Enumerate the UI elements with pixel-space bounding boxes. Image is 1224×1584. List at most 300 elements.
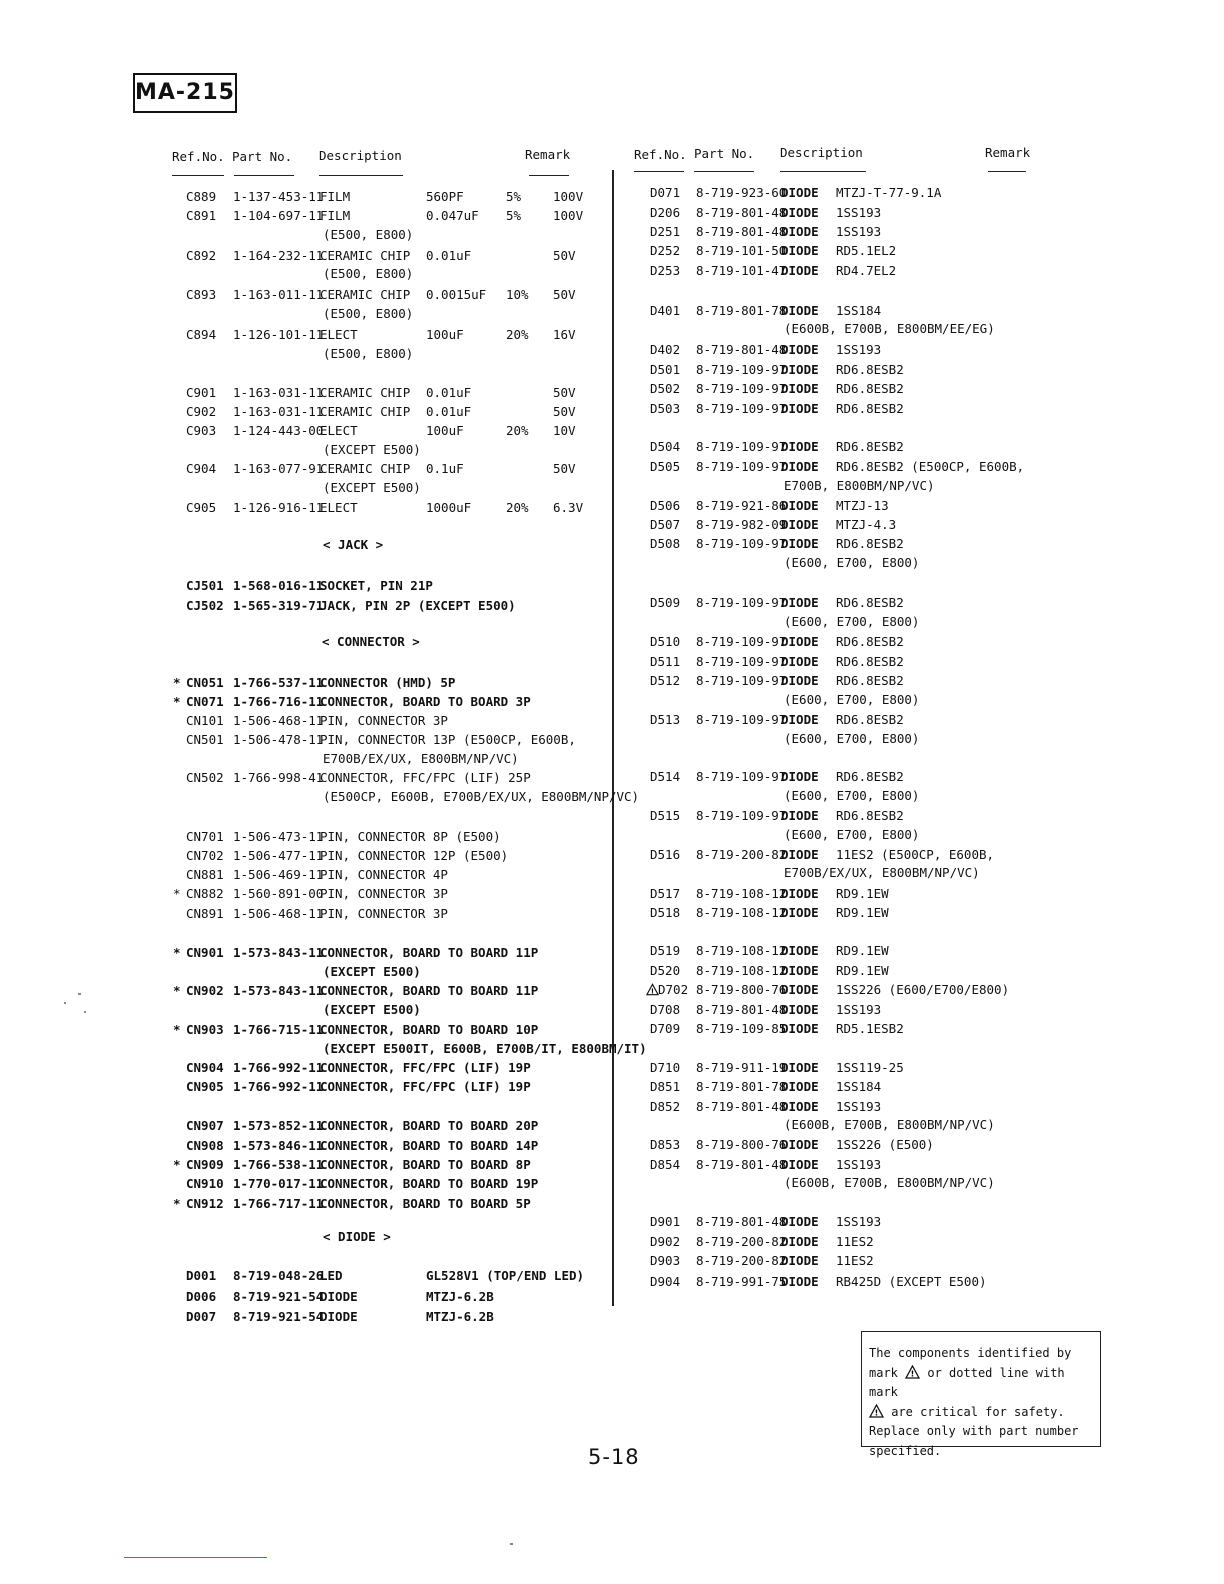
ref-no: D502: [650, 381, 681, 396]
right-header-rule-part: [694, 171, 754, 172]
value: RD9.1EW: [836, 963, 889, 978]
description: LED: [320, 1268, 343, 1283]
part-row: [0, 690, 1224, 709]
ref-no: C892: [186, 248, 217, 263]
part-row: [0, 301, 1224, 320]
ref-no: D071: [650, 185, 681, 200]
ref-no: C901: [186, 385, 217, 400]
part-no: 1-766-717-11: [233, 1196, 324, 1211]
description: JACK, PIN 2P (EXCEPT E500): [320, 598, 516, 613]
value: 0.01uF: [426, 404, 472, 419]
part-no: 1-126-916-11: [233, 500, 324, 515]
part-no: 1-573-843-11: [233, 945, 324, 960]
ref-no: CN051: [186, 675, 224, 690]
section-heading: < DIODE >: [323, 1229, 391, 1244]
value: 11ES2: [836, 1234, 874, 1249]
remark: E700B, E800BM/NP/VC): [784, 478, 935, 493]
part-row: [0, 1232, 1224, 1251]
part-row: [0, 671, 1224, 690]
value: RD9.1EW: [836, 886, 889, 901]
part-row: [0, 476, 1224, 495]
description: DIODE: [781, 808, 819, 823]
ref-no: CN101: [186, 713, 224, 728]
description: DIODE: [781, 303, 819, 318]
value: MTZJ-13: [836, 498, 889, 513]
part-no: 8-719-801-78: [696, 1079, 787, 1094]
ref-no: D851: [650, 1079, 681, 1094]
ref-no: CN701: [186, 829, 224, 844]
part-row: [0, 183, 1224, 202]
description: CONNECTOR, BOARD TO BOARD 3P: [320, 694, 531, 709]
part-row: [0, 437, 1224, 456]
description: DIODE: [781, 847, 819, 862]
value: 100uF: [426, 423, 464, 438]
ref-no: D508: [650, 536, 681, 551]
description: DIODE: [781, 362, 819, 377]
part-no: 8-719-109-97: [696, 712, 787, 727]
part-row: [0, 786, 1224, 805]
part-row: [0, 379, 1224, 398]
description: PIN, CONNECTOR 3P: [320, 713, 448, 728]
part-no: 1-163-011-11: [233, 287, 324, 302]
description: (E500, E800): [323, 346, 414, 361]
ref-no: CN071: [186, 694, 224, 709]
part-no: 1-163-031-11: [233, 404, 324, 419]
value: 1SS193: [836, 342, 882, 357]
safety-note-line: [869, 1364, 1094, 1403]
description: DIODE: [781, 1002, 819, 1017]
part-no: 8-719-109-97: [696, 595, 787, 610]
ref-no: D904: [650, 1274, 681, 1289]
description: FILM: [320, 208, 351, 223]
description: DIODE: [781, 205, 819, 220]
ref-no: D852: [650, 1099, 681, 1114]
description: PIN, CONNECTOR 8P (E500): [320, 829, 501, 844]
voltage: 50V: [553, 287, 576, 302]
ref-no: D516: [650, 847, 681, 862]
description: DIODE: [781, 185, 819, 200]
description: PIN, CONNECTOR 3P: [320, 886, 448, 901]
left-header-part: Part No.: [232, 149, 293, 164]
remark: (E600B, E700B, E800BM/NP/VC): [784, 1117, 995, 1132]
part-row: [0, 593, 1224, 612]
description: ELECT: [320, 327, 358, 342]
part-row: [0, 1077, 1224, 1096]
part-no: 8-719-109-85: [696, 1021, 787, 1036]
part-row: [0, 845, 1224, 864]
value: RD6.8ESB2: [836, 634, 904, 649]
ref-no: CN882: [186, 886, 224, 901]
part-no: 8-719-801-48: [696, 1002, 787, 1017]
right-header-rule-remark: [988, 171, 1026, 172]
part-no: 8-719-108-12: [696, 905, 787, 920]
part-no: 8-719-801-78: [696, 303, 787, 318]
ref-no: CJ502: [186, 598, 224, 613]
value: RD6.8ESB2 (E500CP, E600B,: [836, 459, 1025, 474]
part-no: 1-573-843-11: [233, 983, 324, 998]
part-no: 1-766-716-11: [233, 694, 324, 709]
ref-no: D513: [650, 712, 681, 727]
part-row: [0, 1173, 1224, 1192]
description: DIODE: [781, 459, 819, 474]
description: DIODE: [320, 1309, 358, 1324]
description: CONNECTOR, BOARD TO BOARD 19P: [320, 1176, 539, 1191]
ref-no: CN908: [186, 1138, 224, 1153]
ref-no: C904: [186, 461, 217, 476]
ref-no: D514: [650, 769, 681, 784]
value: RD5.1EL2: [836, 243, 897, 258]
value: RD6.8ESB2: [836, 712, 904, 727]
ref-no: CN891: [186, 906, 224, 921]
part-no: 8-719-800-76: [696, 1137, 787, 1152]
value: 1SS184: [836, 1079, 882, 1094]
ref-no: CN702: [186, 848, 224, 863]
value: RD4.7EL2: [836, 263, 897, 278]
value: 0.047uF: [426, 208, 479, 223]
value: RD6.8ESB2: [836, 673, 904, 688]
description: (E500, E800): [323, 306, 414, 321]
description: CERAMIC CHIP: [320, 404, 411, 419]
description: DIODE: [781, 943, 819, 958]
part-no: 8-719-109-97: [696, 401, 787, 416]
description: DIODE: [781, 634, 819, 649]
part-no: 8-719-982-09: [696, 517, 787, 532]
part-row: [0, 1039, 647, 1058]
tolerance: 5%: [506, 189, 522, 204]
ref-no: D512: [650, 673, 681, 688]
value: 560PF: [426, 189, 464, 204]
ref-no: D518: [650, 905, 681, 920]
part-no: 8-719-109-97: [696, 808, 787, 823]
description: DIODE: [781, 401, 819, 416]
description: DIODE: [781, 595, 819, 610]
description: DIODE: [320, 1289, 358, 1304]
remark: (E600, E700, E800): [784, 692, 920, 707]
part-no: 1-506-469-11: [233, 867, 324, 882]
ref-no: CN501: [186, 732, 224, 747]
part-no: 1-506-478-11: [233, 732, 324, 747]
svg-text:!: !: [910, 1369, 915, 1378]
part-row: [0, 1000, 1224, 1019]
value: 1SS193: [836, 1099, 882, 1114]
value: GL528V1 (TOP/END LED): [426, 1268, 585, 1283]
part-no: 1-163-077-91: [233, 461, 324, 476]
ref-no: D007: [186, 1309, 217, 1324]
value: 1SS184: [836, 303, 882, 318]
right-header-rule-ref: [634, 171, 684, 172]
value: MTZJ-T-77-9.1A: [836, 185, 942, 200]
ref-no: D001: [186, 1268, 217, 1283]
ref-no: D709: [650, 1021, 681, 1036]
part-no: 8-719-109-97: [696, 634, 787, 649]
part-row: [0, 1251, 1224, 1270]
part-row: [0, 1115, 1224, 1134]
value: 0.01uF: [426, 248, 472, 263]
part-row: [0, 515, 1224, 534]
description: DIODE: [781, 1253, 819, 1268]
ref-no: D517: [650, 886, 681, 901]
ref-no: D251: [650, 224, 681, 239]
description: DIODE: [781, 1060, 819, 1075]
safety-note-box: [861, 1331, 1101, 1458]
value: 1SS119-25: [836, 1060, 904, 1075]
value: 1SS193: [836, 224, 882, 239]
part-row: [0, 903, 1224, 922]
right-header-remark: Remark: [985, 145, 1031, 160]
description: DIODE: [781, 1214, 819, 1229]
description: DIODE: [781, 224, 819, 239]
part-no: 8-719-801-48: [696, 1099, 787, 1114]
ref-no: D854: [650, 1157, 681, 1172]
value: RB425D (EXCEPT E500): [836, 1274, 987, 1289]
value: 0.1uF: [426, 461, 464, 476]
part-no: 1-770-017-11: [233, 1176, 324, 1191]
part-no: 8-719-200-82: [696, 847, 787, 862]
part-no: 1-766-992-11: [233, 1079, 324, 1094]
description: CONNECTOR, BOARD TO BOARD 10P: [320, 1022, 539, 1037]
description: SOCKET, PIN 21P: [320, 578, 433, 593]
left-header-rule-description: [319, 175, 403, 176]
description: CONNECTOR, FFC/FPC (LIF) 25P: [320, 770, 531, 785]
description: DIODE: [781, 1234, 819, 1249]
ref-no: D853: [650, 1137, 681, 1152]
page-number: 5-18: [588, 1445, 640, 1469]
ref-no: CN907: [186, 1118, 224, 1133]
part-row: [0, 1212, 1224, 1231]
part-no: 1-565-319-71: [233, 598, 324, 613]
part-no: 1-573-852-11: [233, 1118, 324, 1133]
part-row: [0, 1272, 1224, 1291]
description: DIODE: [781, 498, 819, 513]
ref-no: D252: [650, 243, 681, 258]
ref-no: D253: [650, 263, 681, 278]
section-heading: < JACK >: [323, 537, 384, 552]
ref-no: D903: [650, 1253, 681, 1268]
part-no: 1-124-443-00: [233, 423, 324, 438]
description: (E500CP, E600B, E700B/EX/UX, E800BM/NP/VC): [323, 789, 640, 804]
part-row: [0, 806, 1224, 825]
value: 0.01uF: [426, 385, 472, 400]
part-no: 8-719-801-48: [696, 1157, 787, 1172]
part-no: 8-719-048-26: [233, 1268, 324, 1283]
part-no: 1-506-477-11: [233, 848, 324, 863]
safety-note-text: mark: [869, 1365, 898, 1380]
part-row: [0, 360, 1224, 379]
new-part-mark: *: [173, 886, 181, 901]
ref-no: D206: [650, 205, 681, 220]
part-no: 8-719-101-50: [696, 243, 787, 258]
description: (E500, E800): [323, 227, 414, 242]
description: CONNECTOR (HMD) 5P: [320, 675, 456, 690]
part-no: 8-719-109-97: [696, 654, 787, 669]
ref-no: C891: [186, 208, 217, 223]
part-no: 8-719-109-97: [696, 769, 787, 784]
ref-no: D503: [650, 401, 681, 416]
remark: (E600, E700, E800): [784, 555, 920, 570]
part-no: 1-506-468-11: [233, 906, 324, 921]
description: DIODE: [781, 712, 819, 727]
description: CONNECTOR, FFC/FPC (LIF) 19P: [320, 1079, 531, 1094]
part-no: 8-719-921-86: [696, 498, 787, 513]
part-row: [0, 457, 1224, 476]
description: (EXCEPT E500): [323, 1002, 421, 1017]
description: DIODE: [781, 263, 819, 278]
voltage: 50V: [553, 248, 576, 263]
part-row: [0, 863, 1224, 882]
value: RD6.8ESB2: [836, 595, 904, 610]
ref-no: C903: [186, 423, 217, 438]
description: DIODE: [781, 673, 819, 688]
remark: E700B/EX/UX, E800BM/NP/VC): [784, 865, 980, 880]
new-part-mark: *: [173, 945, 181, 960]
ref-no: D507: [650, 517, 681, 532]
ref-no: D402: [650, 342, 681, 357]
part-row: [0, 1194, 612, 1213]
ref-no: D901: [650, 1214, 681, 1229]
voltage: 100V: [553, 189, 584, 204]
part-row: [0, 1155, 1224, 1174]
part-row: [0, 729, 1224, 748]
description: CERAMIC CHIP: [320, 385, 411, 400]
part-no: 8-719-801-48: [696, 205, 787, 220]
part-row: [0, 203, 1224, 222]
description: DIODE: [781, 886, 819, 901]
value: RD9.1EW: [836, 905, 889, 920]
left-header-description: Description: [319, 148, 402, 163]
value: 1SS193: [836, 1002, 882, 1017]
ref-no: D504: [650, 439, 681, 454]
left-header-rule-remark: [529, 175, 569, 176]
part-row: [0, 652, 1224, 671]
ref-no: D519: [650, 943, 681, 958]
remark: (E600B, E700B, E800BM/NP/VC): [784, 1175, 995, 1190]
description: DIODE: [781, 963, 819, 978]
right-header-ref: Ref.No.: [634, 147, 687, 162]
remark: (E600B, E700B, E800BM/EE/EG): [784, 321, 995, 336]
part-no: 8-719-200-82: [696, 1253, 787, 1268]
part-no: 8-719-109-97: [696, 439, 787, 454]
ref-no: D006: [186, 1289, 217, 1304]
description: DIODE: [781, 654, 819, 669]
value: 1SS226 (E600/E700/E800): [836, 982, 1010, 997]
description: DIODE: [781, 1021, 819, 1036]
value: RD6.8ESB2: [836, 362, 904, 377]
scan-speck: [78, 993, 81, 995]
ref-no: D511: [650, 654, 681, 669]
part-no: 8-719-109-97: [696, 381, 787, 396]
part-no: 1-573-846-11: [233, 1138, 324, 1153]
value: 0.0015uF: [426, 287, 487, 302]
new-part-mark: *: [173, 1157, 181, 1172]
part-row: [0, 1135, 1224, 1154]
ref-no: CN904: [186, 1060, 224, 1075]
value: RD6.8ESB2: [836, 439, 904, 454]
part-row: [0, 1307, 612, 1326]
part-no: 1-766-537-11: [233, 675, 324, 690]
part-row: [0, 340, 1224, 359]
value: 1000uF: [426, 500, 472, 515]
part-no: 1-163-031-11: [233, 385, 324, 400]
ref-no: D505: [650, 459, 681, 474]
value: RD5.1ESB2: [836, 1021, 904, 1036]
new-part-mark: *: [173, 694, 181, 709]
remark: (E600, E700, E800): [784, 614, 920, 629]
part-no: 8-719-801-48: [696, 1214, 787, 1229]
description: DIODE: [781, 982, 819, 997]
section-heading: < CONNECTOR >: [322, 634, 420, 649]
part-no: 8-719-801-48: [696, 224, 787, 239]
part-row: [0, 632, 1224, 651]
description: CONNECTOR, BOARD TO BOARD 11P: [320, 945, 539, 960]
part-no: 1-766-992-11: [233, 1060, 324, 1075]
part-no: 1-137-453-11: [233, 189, 324, 204]
part-no: 8-719-200-82: [696, 1234, 787, 1249]
description: DIODE: [781, 1157, 819, 1172]
description: (EXCEPT E500): [323, 480, 421, 495]
description: CONNECTOR, BOARD TO BOARD 8P: [320, 1157, 531, 1172]
description: (EXCEPT E500): [323, 964, 421, 979]
value: 1SS193: [836, 1157, 882, 1172]
ref-no: D501: [650, 362, 681, 377]
ref-no: D708: [650, 1002, 681, 1017]
value: 1SS193: [836, 205, 882, 220]
left-header-rule-part: [234, 175, 294, 176]
voltage: 6.3V: [553, 500, 584, 515]
voltage: 16V: [553, 327, 576, 342]
description: DIODE: [781, 1274, 819, 1289]
ref-no: C902: [186, 404, 217, 419]
description: CERAMIC CHIP: [320, 461, 411, 476]
part-no: 8-719-101-47: [696, 263, 787, 278]
new-part-mark: *: [173, 675, 181, 690]
remark: (E600, E700, E800): [784, 788, 920, 803]
ref-no: D401: [650, 303, 681, 318]
value: MTZJ-6.2B: [426, 1289, 494, 1304]
value: RD6.8ESB2: [836, 808, 904, 823]
part-no: 8-719-109-97: [696, 459, 787, 474]
ref-no: C893: [186, 287, 217, 302]
ref-no: CN905: [186, 1079, 224, 1094]
part-row: [0, 319, 1224, 338]
part-no: 1-766-538-11: [233, 1157, 324, 1172]
part-row: [0, 767, 1224, 786]
ref-no: D509: [650, 595, 681, 610]
voltage: 50V: [553, 385, 576, 400]
part-no: 1-506-473-11: [233, 829, 324, 844]
part-no: 1-104-697-11: [233, 208, 324, 223]
left-header-remark: Remark: [525, 147, 571, 162]
safety-note-text: or dotted line with mark: [869, 1365, 1065, 1399]
voltage: 50V: [553, 461, 576, 476]
tolerance: 20%: [506, 327, 529, 342]
svg-text:!: !: [874, 1408, 879, 1417]
description: CERAMIC CHIP: [320, 287, 411, 302]
part-row: [0, 961, 1224, 980]
part-no: 8-719-109-97: [696, 673, 787, 688]
part-no: 1-164-232-11: [233, 248, 324, 263]
remark: (E600, E700, E800): [784, 827, 920, 842]
ref-no: CN909: [186, 1157, 224, 1172]
ref-no: CN910: [186, 1176, 224, 1191]
part-no: 8-719-108-12: [696, 886, 787, 901]
description: CONNECTOR, FFC/FPC (LIF) 19P: [320, 1060, 531, 1075]
safety-note-line: The components identified by: [869, 1346, 1072, 1360]
voltage: 10V: [553, 423, 576, 438]
value: 1SS226 (E500): [836, 1137, 934, 1152]
part-no: 8-719-109-97: [696, 362, 787, 377]
description: (E500, E800): [323, 266, 414, 281]
remark: (E600, E700, E800): [784, 731, 920, 746]
